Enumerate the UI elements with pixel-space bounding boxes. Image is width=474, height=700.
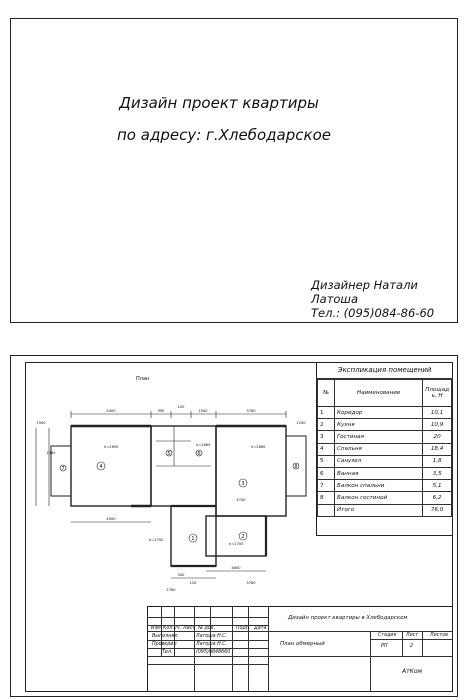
title-block	[147, 606, 452, 691]
stamp-sheet-name: План обмерный	[280, 641, 325, 647]
table-row: 8 Балкон гостиной 6,2	[318, 492, 452, 504]
stamp-role-2: Проверил	[152, 642, 177, 647]
dim-bottom-5: 2780	[166, 588, 176, 592]
plan-label: План	[136, 376, 150, 382]
stamp-list-label: Лист	[406, 633, 419, 638]
stamp-phone: (095)0848660	[196, 650, 231, 655]
dim-left-1: 1360	[46, 451, 56, 455]
room-num-5: 5	[167, 451, 171, 457]
explication-table	[316, 362, 452, 536]
stamp-h-data: Дата	[254, 626, 267, 631]
stamp-h-kol: Кол.уч.	[163, 626, 182, 631]
designer-block	[311, 278, 457, 320]
dim-left-2: 1940	[36, 421, 46, 425]
dim-bottom-2: 4800	[231, 566, 241, 570]
stamp-stadia-label: Стадия	[378, 633, 397, 638]
col-area-header: Площад ь, Н	[423, 380, 452, 407]
dim-top-2: 990	[157, 409, 165, 413]
room-num-1: 1	[191, 536, 195, 542]
stamp-h-list: Лист	[183, 626, 196, 631]
dim-bottom-1: 4500	[106, 517, 116, 521]
stamp-list: 2	[410, 644, 414, 649]
room-num-4: 4	[99, 464, 103, 470]
stamp-name-1: Латоша Н.С.	[196, 634, 228, 639]
stamp-listov-label: Листов	[430, 633, 448, 638]
table-row: 6 Ванная 3,5	[318, 467, 452, 479]
dim-bottom-6: 3780	[246, 581, 256, 585]
stamp-h-ndok: № док.	[198, 626, 216, 631]
dim-top-3: 120	[177, 405, 185, 409]
height-room-2: h=2700	[229, 542, 244, 546]
cover-title-line2: по адресу: г.Хлебодарское	[117, 126, 331, 144]
stamp-h-izm: Изм.	[151, 626, 163, 631]
designer-name: Дизайнер Натали Латоша	[311, 278, 418, 306]
stamp-company: АтКом	[402, 668, 423, 675]
table-row-total: Итого 76,0	[318, 504, 452, 516]
table-row: 3 Гостиная 20	[318, 431, 452, 443]
col-num-header: №	[318, 380, 335, 407]
room-num-6: 6	[197, 451, 201, 457]
height-room-6: h=2660	[196, 443, 211, 447]
cover-sheet	[10, 18, 458, 323]
stamp-h-podp: Подп.	[236, 626, 251, 631]
room-num-3: 3	[241, 481, 245, 487]
dim-right-1: 1240	[296, 421, 306, 425]
col-name-header: Наименование	[335, 380, 423, 407]
table-row: 7 Балкон спальни 5,1	[318, 480, 452, 492]
stamp-role-1: Выполнил	[152, 634, 178, 639]
designer-phone: Тел.: (095)084-86-60	[311, 306, 435, 320]
height-room-1: h=2700	[149, 538, 164, 542]
table-row: 2 Кухня 10,9	[318, 419, 452, 431]
plan-sheet	[10, 355, 458, 697]
cover-title-line1: Дизайн проект квартиры	[119, 94, 319, 112]
explication-caption: Экспликация помещений	[317, 362, 452, 379]
height-room-4: h=2690	[104, 445, 119, 449]
stamp-role-3: Тел.	[162, 650, 173, 655]
dim-room-3: 4740	[236, 498, 246, 502]
dim-top-4: 1940	[198, 409, 208, 413]
stamp-name-2: Латоша Н.С.	[196, 642, 228, 647]
table-row: 1 Коридор 10,1	[318, 407, 452, 419]
stamp-project-name: Дизайн проект квартиры в Хлебодарском	[288, 615, 408, 621]
room-num-8: 8	[294, 464, 298, 470]
dim-top-1: 4400	[106, 409, 116, 413]
dim-bottom-4: 120	[189, 581, 197, 585]
stamp-stadia: РП	[381, 644, 388, 649]
table-row: 5 Санузел 1,8	[318, 455, 452, 467]
dim-bottom-3: 340	[177, 573, 185, 577]
room-num-7: 7	[61, 466, 65, 472]
height-room-3: h=2660	[251, 445, 266, 449]
dim-top-5: 3780	[246, 409, 256, 413]
table-row: 4 Спальня 18,4	[318, 443, 452, 455]
room-num-2: 2	[241, 534, 245, 540]
